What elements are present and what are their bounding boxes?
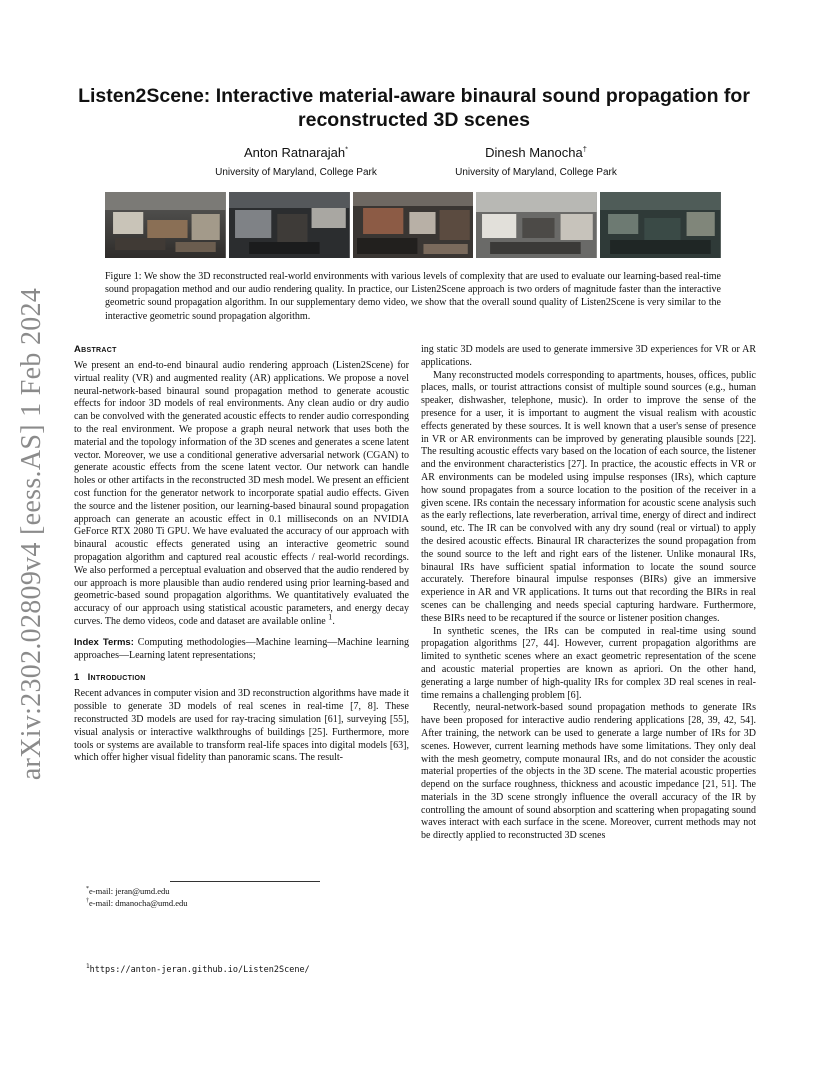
left-column — [74, 344, 409, 765]
body-paragraph: In synthetic scenes, the IRs can be computed in real-time using sound propagation algorithms [27, 44]. However, current propagation algorithms are limited to synthetic scenes where an exact geometric representation of the scene and acoustic material properties are known as apriori. On the other hand, generating a large number of high-quality IRs for complex 3D real scenes in real-time remains a challenging problem [6]. — [421, 625, 756, 701]
intro-paragraph: Recent advances in computer vision and 3D reconstruction algorithms have made it possible to generate 3D models of real scenes in real-time [7, 8]. These reconstructed 3D models are used for ray-tracing simulation [61], surveying [55], visual analysis or interactive walkthroughs of buildings [25]. Furthermore, more tools or systems are available to transform real-life spaces into digital models [63], which offer higher visual fidelity than panoramic scans. The result- — [74, 688, 409, 764]
right-column — [421, 344, 756, 843]
footnote-email-1: *e-mail: jeran@umd.edu — [86, 886, 170, 896]
author-name: Dinesh Manocha† — [485, 144, 587, 160]
index-terms-label: Index Terms: — [74, 636, 134, 648]
footnotes — [74, 886, 409, 909]
paper-title: Listen2Scene: Interactive material-aware binaural sound propagation for reconstructed 3D scenes — [78, 85, 750, 131]
teaser-image-scene-2 — [229, 192, 350, 258]
body-paragraph: Many reconstructed models corresponding to apartments, houses, offices, public places, malls, or tourist attractions consist of multiple sound sources (e.g., human speaker, dishwasher, telephone, music). In order to improve the sense of the presence for a user, it is important to augment the visual realism with acoustic effects generated by these sources. It is well known that a user's sense of presence in VR or AR environments can be improved by generating plausible sounds [22]. The resulting acoustic effects vary based on the location of each source, the listener and the environment characteristics [27]. In practice, the acoustic effects in VR or AR environments can be modeled using impulse responses (IRs), which capture how sound propagates from a source location to the position of the receiver in a given scene. IRs contain the necessary information for acoustic scene analysis such as the early reflections, late reverberation, arrival time, energy of direct and indirect sound, etc. The IR can be convolved with any dry sound (real or virtual) to apply the desired acoustic effects. Binaural IR characterizes the sound propagation from the sound source to the left and right ears of the listener. Unlike monaural IRs, binaural IRs have sufficient spatial information to locate the sound source accurately. Therefore binaural impulse responses (BIRs) give an immersive experience in AR and VR applications. It turns out that recording the BIRs in real scenes can be challenging and needs special capturing hardware. Furthermore, these BIRs need to be recaptured if the source or listener position changes. — [421, 369, 756, 624]
footnote-email-2: †e-mail: dmanocha@umd.edu — [86, 897, 188, 908]
abstract-body: We present an end-to-end binaural audio rendering approach (Listen2Scene) for virtual reality (VR) and augmented reality (AR) applications. We propose a novel neural-network-based binaural sound propagation method to generate acoustic effects for indoor 3D models of real environments. Any clean audio or dry audio can be convolved with the generated acoustic effects to render audio corresponding to the real environment. We propose a graph neural network that uses both the material and the topology information of the 3D scenes and generates a scene latent vector. Moreover, we use a conditional generative adversarial network (CGAN) to generate acoustic effects from the scene latent vector. Our network can handle holes or other artifacts in the reconstructed 3D mesh model. We present an efficient cost function for the generator network to incorporate spatial audio effects. Given the source and the listener position, our learning-based binaural sound propagation approach can generate an acoustic effect in 0.1 milliseconds on an NVIDIA GeForce RTX 2080 Ti GPU. We have evaluated the accuracy of our approach with binaural acoustic effects generated using an interactive geometric sound propagation algorithm and captured real acoustic effects / real-world recordings. We also performed a perceptual evaluation and observed that the audio rendered by our approach is more plausible than audio rendered using prior learning-based and geometric-based sound propagation algorithms. We quantitatively evaluated the accuracy of our approach using statistical acoustic parameters, and energy decay curves. The demo videos, code and dataset are available online $^1$. — [74, 360, 409, 627]
teaser-image-scene-3 — [353, 192, 474, 258]
figure-caption: Figure 1: We show the 3D reconstructed real-world environments with various levels of complexity that are used to evaluate our learning-based real-time sound propagation method and our audio rendering quality. In practice, our Listen2Scene approach is two orders of magnitude faster than the interactive geometric sound propagation algorithm. In our supplementary demo video, we show that the overall sound quality of Listen2Scene is very similar to the interactive geometric sound propagation algorithm. — [105, 271, 721, 322]
author-name: Anton Ratnarajah* — [243, 144, 349, 160]
teaser-image-scene-1 — [105, 192, 226, 258]
author-affiliation: University of Maryland, College Park — [215, 167, 377, 178]
footnote-rule — [170, 881, 320, 882]
intro-heading: 1 Introduction — [74, 672, 146, 684]
teaser-figure — [105, 192, 721, 258]
author-2 — [406, 144, 666, 179]
author-affiliation: University of Maryland, College Park — [455, 167, 617, 178]
arxiv-stamp: arXiv:2302.02809v4 [eess.AS] 1 Feb 2024 — [16, 287, 47, 781]
author-1 — [166, 144, 426, 179]
body-paragraph: Recently, neural-network-based sound propagation methods to generate IRs have been proposed for interactive audio rendering applications [28, 39, 42, 54]. After training, the network can be used to generate a large number of IRs for 3D scenes. However, current learning methods have some limitations. They only deal with the mesh geometry, compute monaural IRs, and do not consider the acoustic material properties of the objects in the 3D scene. The material acoustic properties depend on the surface roughness, thickness and acoustic impedance [21, 51]. The materials in the 3D scene strongly influence the overall accuracy of the IR by controlling the amount of sound absorption and scattering when propagating sound waves interact with each surface in the scene. Moreover, current methods may not be directly applied to reconstructed 3D scenes — [421, 702, 756, 842]
body-paragraph: ing static 3D models are used to generate immersive 3D experiences for VR or AR applications. — [421, 344, 756, 368]
teaser-image-scene-5 — [600, 192, 721, 258]
teaser-image-scene-4 — [476, 192, 597, 258]
abstract-heading: Abstract — [74, 344, 117, 355]
url-footnote[interactable]: $^1$https://anton-jeran.github.io/Listen2Scene/ — [86, 963, 310, 975]
index-terms: Index Terms: Computing methodologies—Machine learning—Machine learning approaches—Learning latent representations; — [74, 636, 409, 661]
